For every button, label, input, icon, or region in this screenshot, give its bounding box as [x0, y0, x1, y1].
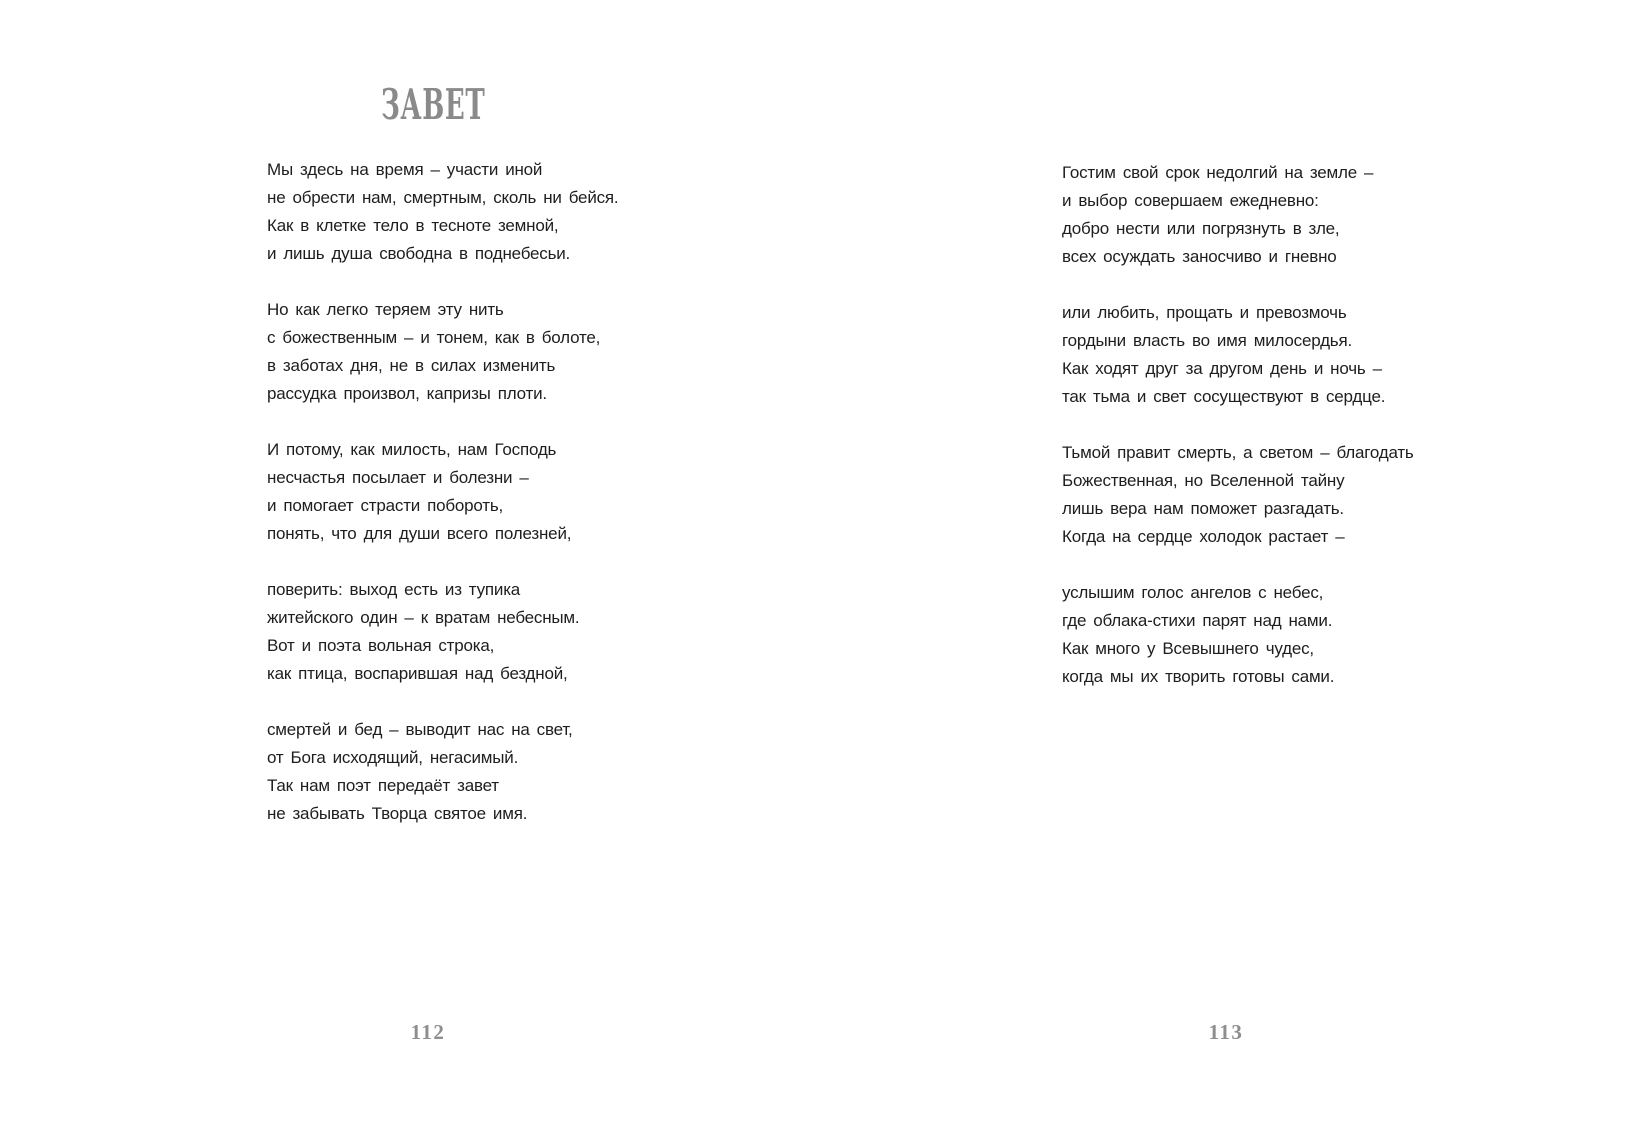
poem-line: не обрести нам, смертным, сколь ни бейся. [267, 188, 619, 207]
poem-line: услышим голос ангелов с небес, [1062, 583, 1324, 602]
poem-line: и выбор совершаем ежедневно: [1062, 191, 1319, 210]
poem-line: Как ходят друг за другом день и ночь – [1062, 359, 1382, 378]
poem-line: или любить, прощать и превозмочь [1062, 303, 1347, 322]
stanza [267, 156, 618, 268]
poem-left-column [267, 156, 618, 828]
poem-line: Когда на сердце холодок растает – [1062, 527, 1345, 546]
poem-line: как птица, воспарившая над бездной, [267, 664, 568, 683]
stanza [267, 436, 618, 548]
poem-line: Гостим свой срок недолгий на земле – [1062, 163, 1374, 182]
poem-line: гордыни власть во имя милосердья. [1062, 331, 1352, 350]
poem-line: житейского один – к вратам небесным. [267, 608, 580, 627]
stanza [1062, 579, 1414, 691]
page-right [822, 0, 1644, 1134]
poem-line: рассудка произвол, капризы плоти. [267, 384, 547, 403]
poem-line: когда мы их творить готовы сами. [1062, 667, 1335, 686]
poem-title: ЗАВЕТ [381, 80, 486, 129]
poem-line: добро нести или погрязнуть в зле, [1062, 219, 1340, 238]
poem-line: Как в клетке тело в тесноте земной, [267, 216, 559, 235]
page-number-right: 113 [1208, 1020, 1244, 1044]
poem-line: несчастья посылает и болезни – [267, 468, 529, 487]
poem-line: смертей и бед – выводит нас на свет, [267, 720, 573, 739]
poem-line: от Бога исходящий, негасимый. [267, 748, 519, 767]
poem-line: где облака-стихи парят над нами. [1062, 611, 1333, 630]
poem-line: с божественным – и тонем, как в болоте, [267, 328, 601, 347]
poem-line: так тьма и свет сосуществуют в сердце. [1062, 387, 1386, 406]
page-number-left: 112 [410, 1020, 446, 1044]
poem-line: Тьмой правит смерть, а светом – благодать [1062, 443, 1414, 462]
stanza [1062, 439, 1414, 551]
poem-line: Вот и поэта вольная строка, [267, 636, 495, 655]
poem-line: и помогает страсти побороть, [267, 496, 504, 515]
stanza [267, 716, 618, 828]
poem-line: поверить: выход есть из тупика [267, 580, 521, 599]
poem-line: в заботах дня, не в силах изменить [267, 356, 556, 375]
poem-line: всех осуждать заносчиво и гневно [1062, 247, 1337, 266]
poem-line: Божественная, но Вселенной тайну [1062, 471, 1345, 490]
stanza [1062, 299, 1414, 411]
poem-line: не забывать Творца святое имя. [267, 804, 528, 823]
stanza [267, 576, 618, 688]
poem-line: Так нам поэт передаёт завет [267, 776, 499, 795]
poem-line: и лишь душа свободна в поднебесьи. [267, 244, 571, 263]
poem-line: Но как легко теряем эту нить [267, 300, 504, 319]
poem-line: И потому, как милость, нам Господь [267, 440, 557, 459]
stanza [1062, 159, 1414, 271]
poem-line: лишь вера нам поможет разгадать. [1062, 499, 1344, 518]
poem-line: Как много у Всевышнего чудес, [1062, 639, 1314, 658]
stanza [267, 296, 618, 408]
poem-right-column [1062, 159, 1414, 691]
poem-line: понять, что для души всего полезней, [267, 524, 572, 543]
poem-line: Мы здесь на время – участи иной [267, 160, 543, 179]
